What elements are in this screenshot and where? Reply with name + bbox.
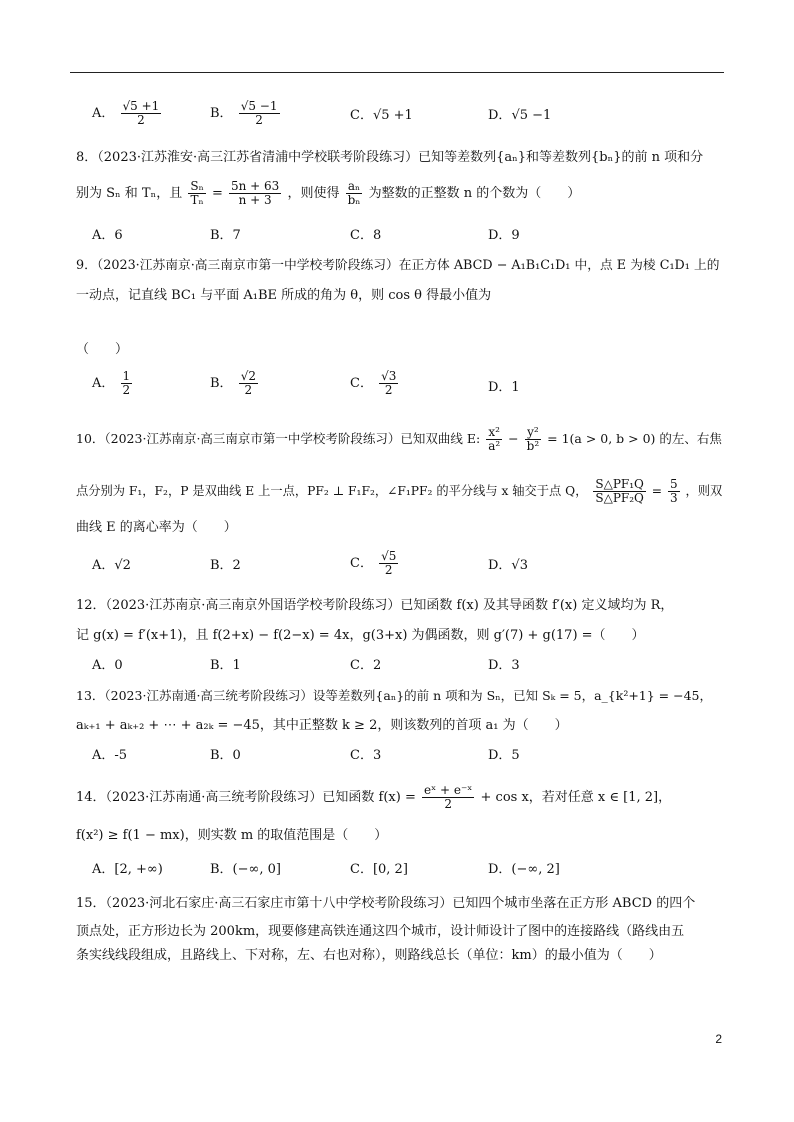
option-letter: C． xyxy=(350,376,373,391)
numerator: eˣ + e⁻ˣ xyxy=(423,783,473,797)
option-letter: A． xyxy=(92,376,115,391)
numerator: √3 xyxy=(381,369,397,383)
denominator: 2 xyxy=(244,383,253,397)
q9-option-c xyxy=(350,370,400,397)
denominator: 2 xyxy=(255,113,263,127)
q12-option-c: C．2 xyxy=(350,658,382,673)
text: 10．（2023·江苏南京·高三南京市第一中学校考阶段练习）已知双曲线 E: xyxy=(76,431,481,446)
q14-line-2: f(x²) ≥ f(1 − mx)，则实数 m 的取值范围是（ ） xyxy=(76,828,388,843)
denominator: 2 xyxy=(444,797,452,811)
q13-option-b: B．0 xyxy=(210,748,241,763)
fraction xyxy=(486,426,502,453)
option-letter: B． xyxy=(210,106,233,121)
denominator: 2 xyxy=(384,383,393,397)
q15-line-3: 条实线线段组成，且路线上、下对称，左、右也对称），则路线总长（单位：km）的最小值为（ ） xyxy=(76,948,662,963)
fraction xyxy=(239,100,280,127)
q8-option-d: D．9 xyxy=(488,228,520,243)
option-text: √5 +1 xyxy=(372,108,413,123)
q8-line-1: 8．（2023·江苏淮安·高三江苏省清浦中学校联考阶段练习）已知等差数列{aₙ}和等差数列{bₙ}的前 n 项和分 xyxy=(76,150,704,165)
q10-option-b: B．2 xyxy=(210,558,241,573)
q12-option-d: D．3 xyxy=(488,658,520,673)
numerator: √5 +1 xyxy=(122,99,160,113)
q9-option-a xyxy=(92,370,134,397)
q8-option-b: B．7 xyxy=(210,228,241,243)
fraction xyxy=(346,180,363,207)
q10-line-3: 曲线 E 的离心率为（ ） xyxy=(76,520,237,535)
numerator: √5 xyxy=(381,549,397,563)
q8-option-a: A．6 xyxy=(92,228,123,243)
q7-option-b xyxy=(210,100,282,127)
option-letter: D． xyxy=(488,108,512,123)
q14-option-b: B．(−∞, 0] xyxy=(210,862,281,877)
fraction xyxy=(668,478,680,505)
denominator: S△PF₂Q xyxy=(595,491,644,505)
denominator: b² xyxy=(526,439,540,453)
q14-option-d: D．(−∞, 2] xyxy=(488,862,560,877)
page-number: 2 xyxy=(715,1032,722,1046)
q15-line-1: 15．（2023·河北石家庄·高三石家庄市第十八中学校考阶段练习）已知四个城市坐落在正方形 ABCD 的四个 xyxy=(76,896,696,911)
numerator: x² xyxy=(488,425,500,439)
header-rule xyxy=(70,72,724,73)
fraction xyxy=(188,180,205,207)
fraction xyxy=(593,478,646,505)
minus-sign: − xyxy=(508,431,519,446)
numerator: S△PF₁Q xyxy=(595,477,644,491)
option-letter: C． xyxy=(350,108,373,123)
numerator: √5 −1 xyxy=(240,99,278,113)
q10-option-d: D．√3 xyxy=(488,558,528,573)
numerator: y² xyxy=(527,425,539,439)
text: 点分别为 F₁，F₂，P 是双曲线 E 上一点，PF₂ ⊥ F₁F₂，∠F₁PF₂ 的平分线与 x 轴交于点 Q， xyxy=(76,484,588,498)
q9-line-3: （ ） xyxy=(76,342,129,357)
fraction xyxy=(239,370,258,397)
denominator: Tₙ xyxy=(190,193,204,207)
text: + cos x，若对任意 x ∈ [1, 2]， xyxy=(480,790,672,805)
numerator: aₙ xyxy=(347,179,361,193)
fraction xyxy=(229,180,281,207)
q8-line-2 xyxy=(76,180,724,207)
numerator: √2 xyxy=(240,369,256,383)
q10-line-2 xyxy=(76,478,724,505)
q13-line-2: aₖ₊₁ + aₖ₊₂ + ⋯ + a₂ₖ = −45，其中正整数 k ≥ 2，则该数列的首项 a₁ 为（ ） xyxy=(76,718,568,733)
option-letter: C． xyxy=(350,556,373,571)
fraction xyxy=(121,100,162,127)
fraction xyxy=(422,784,474,811)
text: 为整数的正整数 n 的个数为（ ） xyxy=(368,186,581,201)
q14-option-c: C．[0, 2] xyxy=(350,862,408,877)
numerator: Sₙ xyxy=(190,179,204,193)
text: 别为 Sₙ 和 Tₙ，且 xyxy=(76,186,183,201)
denominator: a² xyxy=(488,439,501,453)
text: 14．（2023·江苏南通·高三统考阶段练习）已知函数 f(x) = xyxy=(76,790,416,805)
fraction xyxy=(525,426,542,453)
text: ，则使得 xyxy=(287,186,340,201)
text: ，则双 xyxy=(685,484,723,498)
q8-option-c: C．8 xyxy=(350,228,382,243)
q12-option-b: B．1 xyxy=(210,658,241,673)
q9-option-d: D．1 xyxy=(488,380,520,395)
fraction xyxy=(121,370,133,397)
q14-line-1 xyxy=(76,784,724,811)
q10-option-a: A．√2 xyxy=(92,558,131,573)
fraction xyxy=(379,550,398,577)
q13-option-d: D．5 xyxy=(488,748,520,763)
q12-option-a: A．0 xyxy=(92,658,123,673)
option-text: √5 −1 xyxy=(511,108,552,123)
q9-option-b xyxy=(210,370,260,397)
q14-option-a: A．[2, +∞) xyxy=(92,862,163,877)
denominator: 2 xyxy=(384,563,393,577)
q9-line-1: 9．（2023·江苏南京·高三南京市第一中学校考阶段练习）在正方体 ABCD − A₁B₁C₁D₁ 中，点 E 为棱 C₁D₁ 上的 xyxy=(76,258,720,273)
q15-line-2: 顶点处，正方形边长为 200km，现要修建高铁连通这四个城市，设计师设计了图中的连接路线（路线由五 xyxy=(76,924,685,939)
q13-option-a: A．-5 xyxy=(92,748,128,763)
q10-option-c xyxy=(350,550,400,577)
option-letter: B． xyxy=(210,376,233,391)
q7-option-c xyxy=(350,106,413,126)
denominator: n + 3 xyxy=(238,193,272,207)
q13-option-c: C．3 xyxy=(350,748,382,763)
text: = 1(a > 0, b > 0) 的左、右焦 xyxy=(547,431,722,446)
denominator: bₙ xyxy=(347,193,361,207)
q12-line-1: 12．（2023·江苏南京·高三南京外国语学校考阶段练习）已知函数 f(x) 及其导函数 f′(x) 定义域均为 R， xyxy=(76,598,674,613)
equals-sign: = xyxy=(651,484,663,498)
q9-line-2: 一动点，记直线 BC₁ 与平面 A₁BE 所成的角为 θ，则 cos θ 得最小值为 xyxy=(76,288,492,303)
q13-line-1: 13．（2023·江苏南通·高三统考阶段练习）设等差数列{aₙ}的前 n 项和为 Sₙ，已知 Sₖ = 5，a_{k²+1} = −45， xyxy=(76,688,713,703)
denominator: 2 xyxy=(137,113,145,127)
q7-option-d xyxy=(488,106,551,126)
denominator: 2 xyxy=(122,383,131,397)
numerator: 5 xyxy=(669,477,678,491)
numerator: 5n + 63 xyxy=(230,179,280,193)
fraction xyxy=(379,370,398,397)
denominator: 3 xyxy=(669,491,678,505)
q7-option-a xyxy=(92,100,163,127)
option-letter: A． xyxy=(92,106,115,121)
q10-line-1 xyxy=(76,426,724,453)
numerator: 1 xyxy=(122,369,131,383)
q12-line-2: 记 g(x) = f′(x+1)，且 f(2+x) − f(2−x) = 4x，g(3+x) 为偶函数，则 g′(7) + g(17) =（ ） xyxy=(76,628,645,643)
equals-sign: = xyxy=(211,186,223,201)
